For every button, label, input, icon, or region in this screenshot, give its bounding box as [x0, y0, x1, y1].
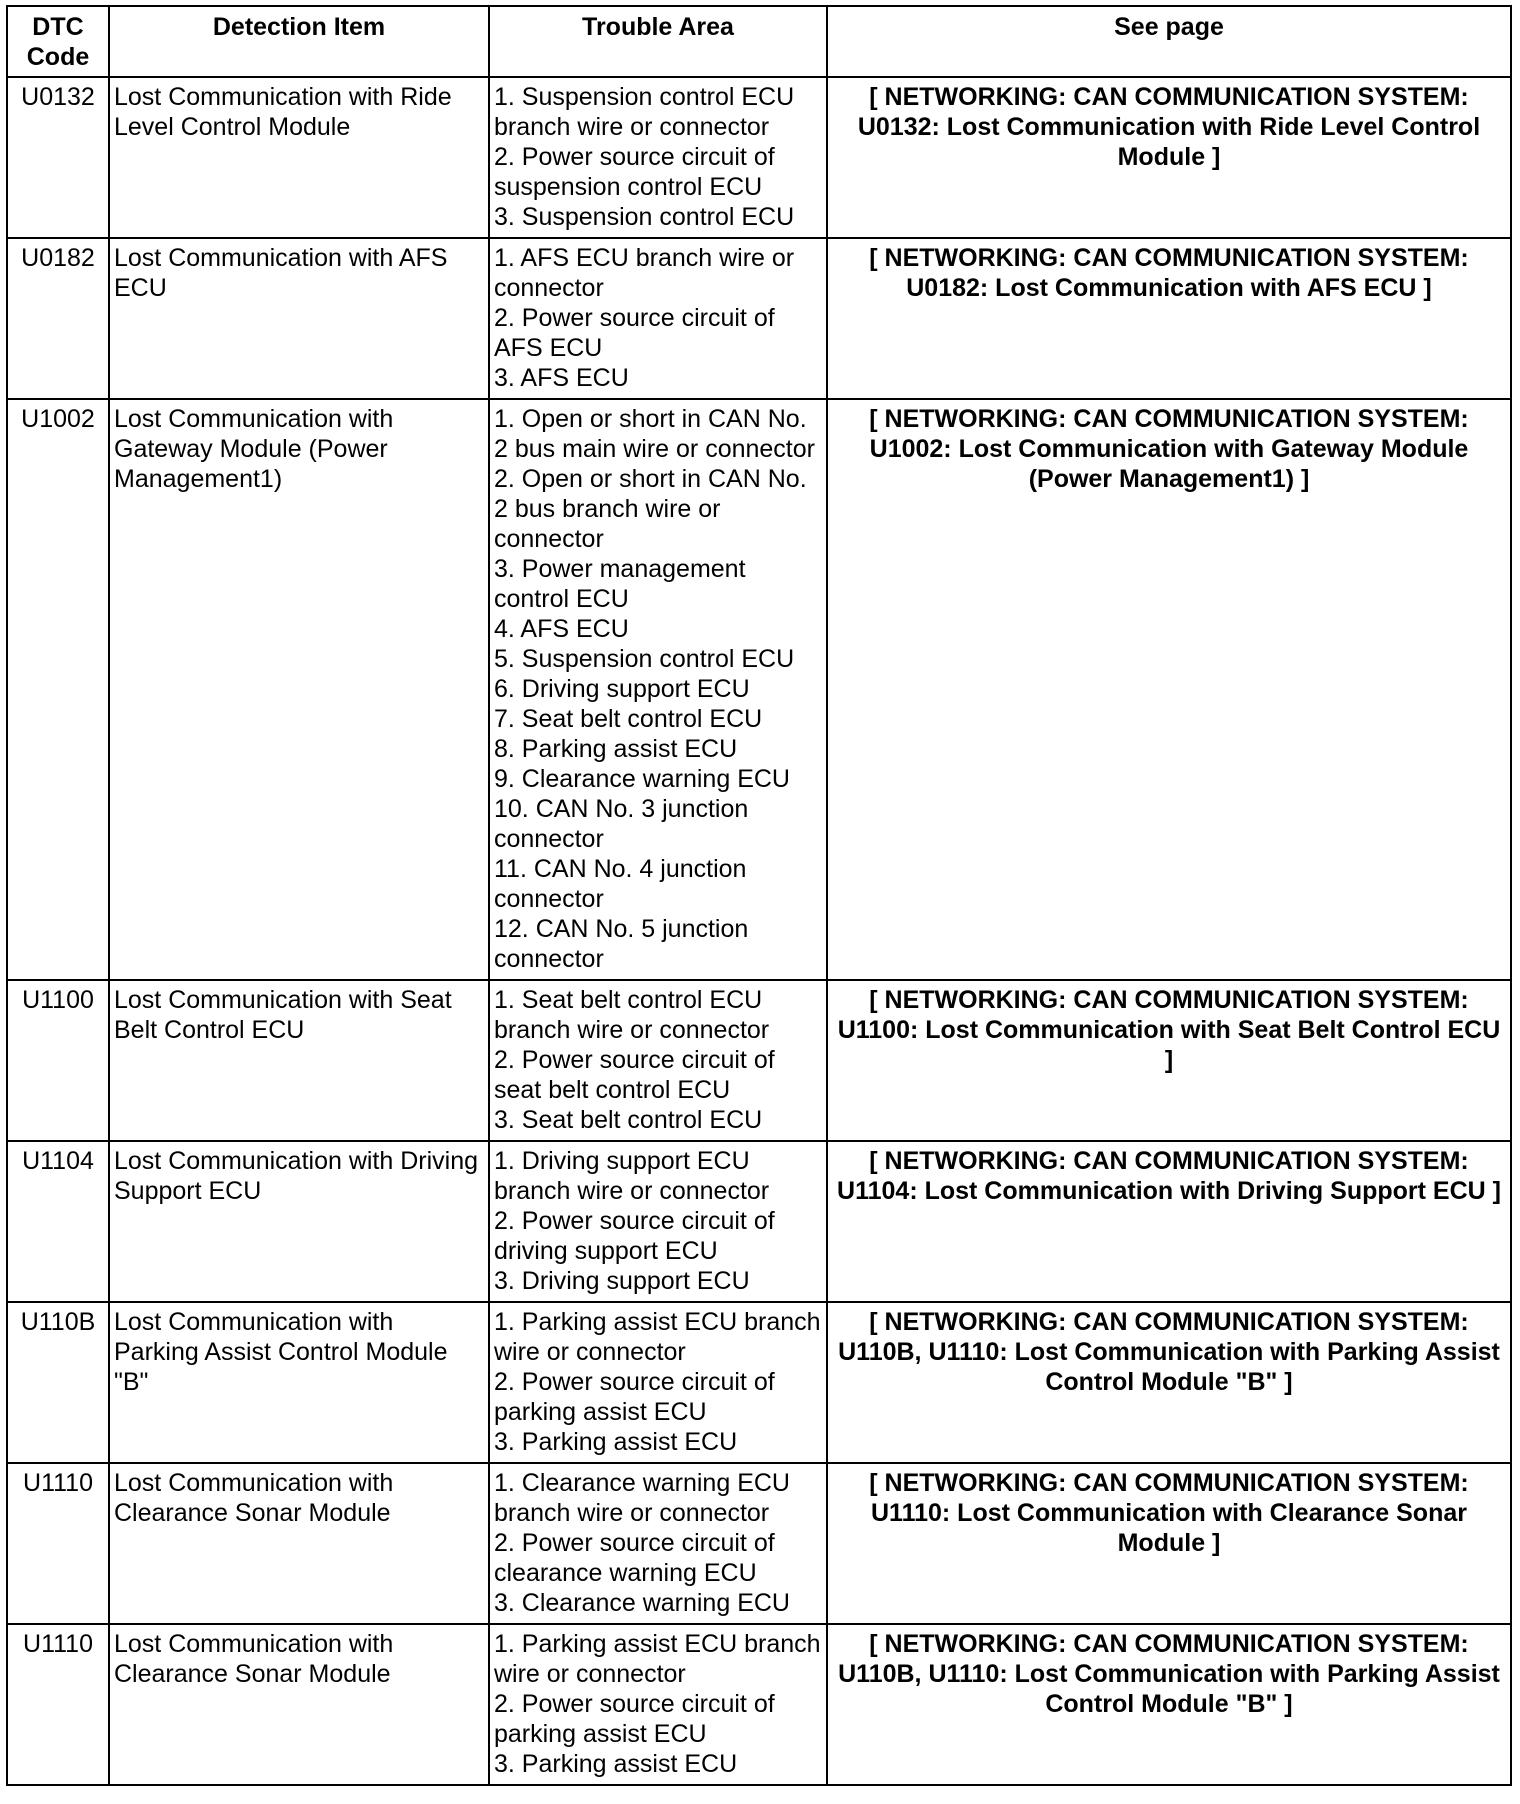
trouble-area-line: 4. AFS ECU [494, 615, 629, 643]
dtc-code-cell: U1002 [7, 399, 109, 980]
see-page-link[interactable]: [ NETWORKING: CAN COMMUNICATION SYSTEM: U1110: Lost Communication with Clearance Sonar Module ] [827, 1463, 1511, 1624]
trouble-area-line: 3. Suspension control ECU [494, 203, 795, 231]
table-row [7, 238, 1511, 399]
dtc-code-cell: U110B [7, 1302, 109, 1463]
trouble-area-line: 2. Power source circuit of driving support ECU [494, 1207, 775, 1265]
trouble-area-line: 9. Clearance warning ECU [494, 765, 790, 793]
detection-item-cell: Lost Communication with AFS ECU [109, 238, 489, 399]
see-page-link[interactable]: [ NETWORKING: CAN COMMUNICATION SYSTEM: U1100: Lost Communication with Seat Belt Control ECU ] [827, 980, 1511, 1141]
trouble-area-line: 1. Suspension control ECU branch wire or connector [494, 83, 795, 141]
detection-item-cell: Lost Communication with Ride Level Control Module [109, 77, 489, 238]
table-row [7, 1624, 1511, 1785]
dtc-code-cell: U0132 [7, 77, 109, 238]
see-page-link[interactable]: [ NETWORKING: CAN COMMUNICATION SYSTEM: U1002: Lost Communication with Gateway Module (Power Management1) ] [827, 399, 1511, 980]
trouble-area-line: 5. Suspension control ECU [494, 645, 795, 673]
trouble-area-line: 8. Parking assist ECU [494, 735, 738, 763]
trouble-area-line: 3. Driving support ECU [494, 1267, 750, 1295]
dtc-code-cell: U1100 [7, 980, 109, 1141]
table-row [7, 1141, 1511, 1302]
trouble-area-cell [489, 238, 827, 399]
trouble-area-line: 3. Parking assist ECU [494, 1428, 738, 1456]
trouble-area-cell [489, 980, 827, 1141]
detection-item-cell: Lost Communication with Seat Belt Control ECU [109, 980, 489, 1141]
table-row [7, 77, 1511, 238]
trouble-area-line: 2. Power source circuit of parking assist ECU [494, 1368, 775, 1426]
trouble-area-cell [489, 1463, 827, 1624]
trouble-area-line: 6. Driving support ECU [494, 675, 750, 703]
detection-item-cell: Lost Communication with Gateway Module (Power Management1) [109, 399, 489, 980]
trouble-area-line: 2. Power source circuit of AFS ECU [494, 304, 775, 362]
trouble-area-line: 1. Parking assist ECU branch wire or connector [494, 1308, 821, 1366]
detection-item-cell: Lost Communication with Clearance Sonar Module [109, 1463, 489, 1624]
trouble-area-cell [489, 77, 827, 238]
trouble-area-cell [489, 1624, 827, 1785]
table-row [7, 1302, 1511, 1463]
trouble-area-line: 1. Driving support ECU branch wire or connector [494, 1147, 770, 1205]
see-page-link[interactable]: [ NETWORKING: CAN COMMUNICATION SYSTEM: U0182: Lost Communication with AFS ECU ] [827, 238, 1511, 399]
trouble-area-line: 2. Power source circuit of suspension control ECU [494, 143, 775, 201]
dtc-table [6, 5, 1512, 1786]
trouble-area-line: 12. CAN No. 5 junction connector [494, 915, 749, 973]
trouble-area-cell [489, 1302, 827, 1463]
trouble-area-line: 2. Power source circuit of clearance warning ECU [494, 1529, 775, 1587]
trouble-area-line: 3. Power management control ECU [494, 555, 746, 613]
trouble-area-line: 1. AFS ECU branch wire or connector [494, 244, 795, 302]
trouble-area-line: 3. Parking assist ECU [494, 1750, 738, 1778]
trouble-area-line: 3. Clearance warning ECU [494, 1589, 790, 1617]
see-page-link[interactable]: [ NETWORKING: CAN COMMUNICATION SYSTEM: U0132: Lost Communication with Ride Level Control Module ] [827, 77, 1511, 238]
detection-item-cell: Lost Communication with Parking Assist Control Module "B" [109, 1302, 489, 1463]
detection-item-cell: Lost Communication with Clearance Sonar Module [109, 1624, 489, 1785]
trouble-area-cell [489, 399, 827, 980]
see-page-link[interactable]: [ NETWORKING: CAN COMMUNICATION SYSTEM: U110B, U1110: Lost Communication with Parking Assist Control Module "B" ] [827, 1302, 1511, 1463]
dtc-code-cell: U0182 [7, 238, 109, 399]
table-row [7, 980, 1511, 1141]
header-detection-item: Detection Item [109, 6, 489, 77]
trouble-area-line: 3. Seat belt control ECU [494, 1106, 763, 1134]
header-see-page: See page [827, 6, 1511, 77]
see-page-link[interactable]: [ NETWORKING: CAN COMMUNICATION SYSTEM: U110B, U1110: Lost Communication with Parking Assist Control Module "B" ] [827, 1624, 1511, 1785]
trouble-area-line: 1. Clearance warning ECU branch wire or connector [494, 1469, 790, 1527]
dtc-code-cell: U1110 [7, 1463, 109, 1624]
trouble-area-line: 2. Open or short in CAN No. 2 bus branch wire or connector [494, 465, 807, 553]
trouble-area-line: 2. Power source circuit of parking assist ECU [494, 1690, 775, 1748]
detection-item-cell: Lost Communication with Driving Support ECU [109, 1141, 489, 1302]
header-trouble-area: Trouble Area [489, 6, 827, 77]
table-header-row [7, 6, 1511, 77]
header-dtc-code: DTC Code [7, 6, 109, 77]
trouble-area-line: 11. CAN No. 4 junction connector [494, 855, 747, 913]
trouble-area-line: 1. Open or short in CAN No. 2 bus main wire or connector [494, 405, 815, 463]
trouble-area-line: 1. Parking assist ECU branch wire or connector [494, 1630, 821, 1688]
trouble-area-line: 3. AFS ECU [494, 364, 629, 392]
table-row [7, 399, 1511, 980]
see-page-link[interactable]: [ NETWORKING: CAN COMMUNICATION SYSTEM: U1104: Lost Communication with Driving Support ECU ] [827, 1141, 1511, 1302]
trouble-area-cell [489, 1141, 827, 1302]
trouble-area-line: 7. Seat belt control ECU [494, 705, 763, 733]
trouble-area-line: 10. CAN No. 3 junction connector [494, 795, 749, 853]
trouble-area-line: 1. Seat belt control ECU branch wire or connector [494, 986, 770, 1044]
table-row [7, 1463, 1511, 1624]
table-body [7, 77, 1511, 1785]
dtc-code-cell: U1110 [7, 1624, 109, 1785]
trouble-area-line: 2. Power source circuit of seat belt control ECU [494, 1046, 775, 1104]
dtc-code-cell: U1104 [7, 1141, 109, 1302]
